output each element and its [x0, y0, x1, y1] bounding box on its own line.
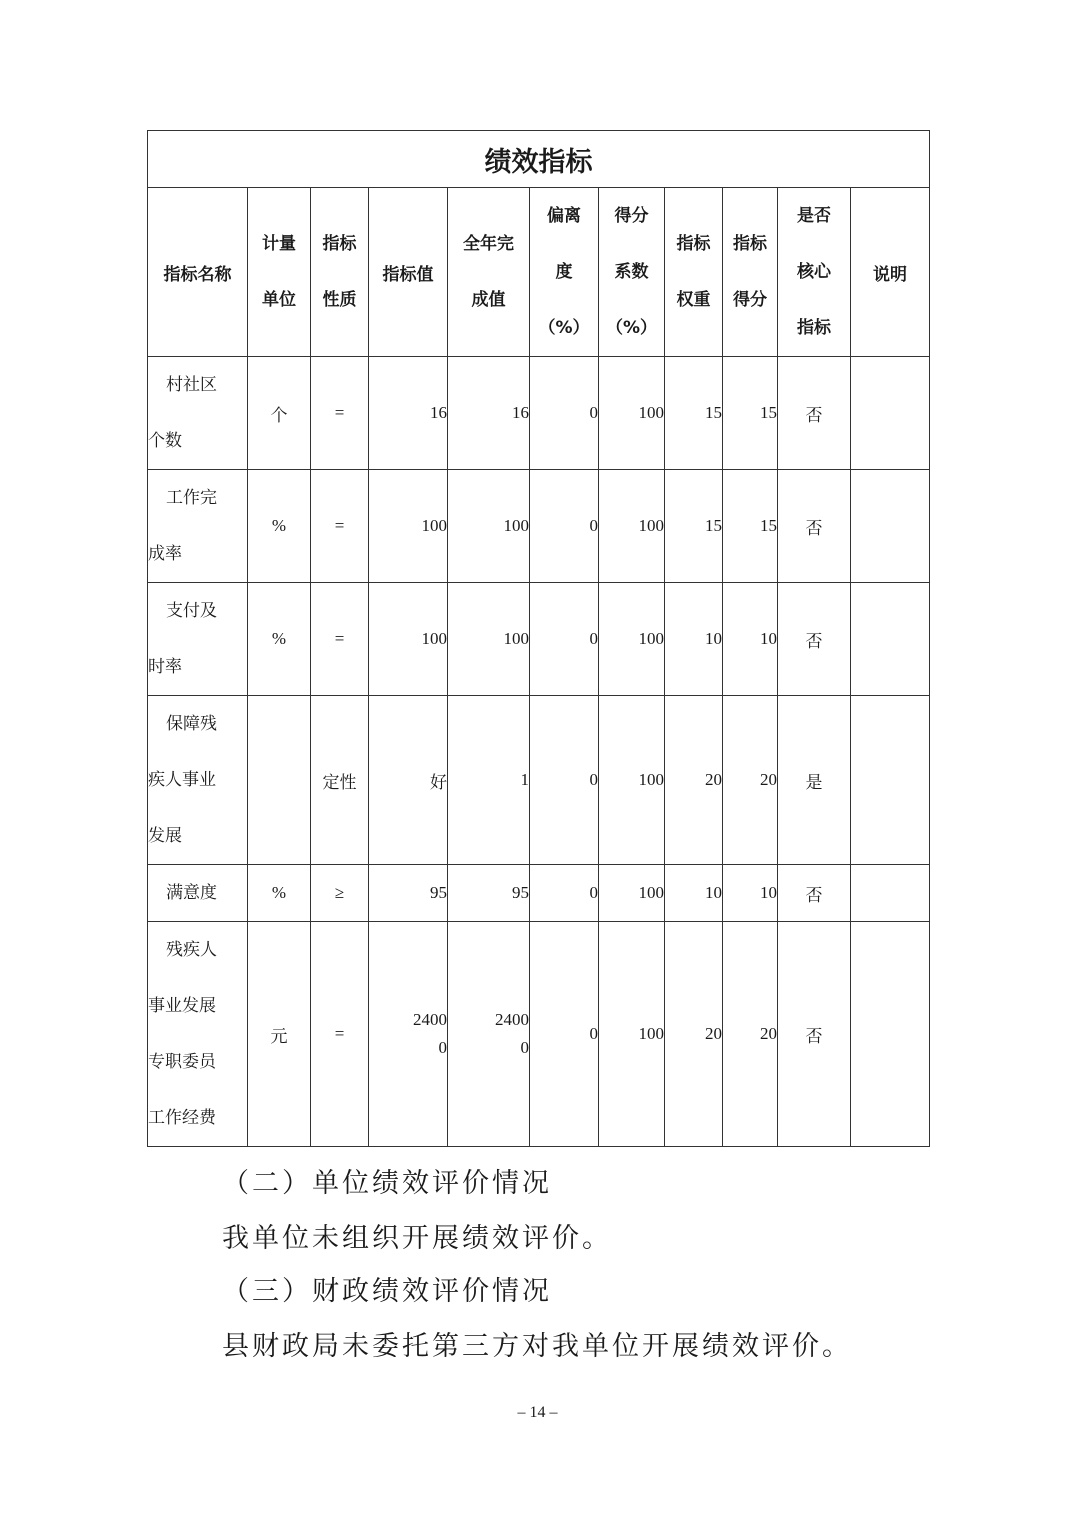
table-row [148, 922, 930, 1147]
header-core: 是否 核心 指标 [778, 188, 851, 357]
weight-cell: 20 [665, 696, 723, 865]
header-note: 说明 [851, 188, 930, 357]
coef-cell: 100 [599, 357, 665, 470]
note-cell [851, 696, 930, 865]
target-cell: 95 [369, 865, 448, 922]
target-cell: 好 [369, 696, 448, 865]
deviation-cell: 0 [530, 357, 599, 470]
nature-cell: = [311, 470, 369, 583]
coef-cell: 100 [599, 583, 665, 696]
deviation-cell: 0 [530, 696, 599, 865]
weight-cell: 10 [665, 865, 723, 922]
nature-cell: = [311, 583, 369, 696]
core-cell: 否 [778, 583, 851, 696]
indicator-name: 满意度 [148, 865, 248, 922]
deviation-cell: 0 [530, 470, 599, 583]
note-cell [851, 470, 930, 583]
deviation-cell: 0 [530, 865, 599, 922]
indicator-name: 支付及 时率 [148, 583, 248, 696]
section-3-text: 县财政局未委托第三方对我单位开展绩效评价。 [222, 1331, 852, 1362]
unit-cell: % [248, 583, 311, 696]
actual-cell: 16 [448, 357, 530, 470]
nature-cell: 定性 [311, 696, 369, 865]
header-nature: 指标 性质 [311, 188, 369, 357]
nature-cell: ≥ [311, 865, 369, 922]
deviation-cell: 0 [530, 922, 599, 1147]
table-row [148, 583, 930, 696]
core-cell: 是 [778, 696, 851, 865]
core-cell: 否 [778, 865, 851, 922]
target-cell: 100 [369, 583, 448, 696]
score-cell: 20 [723, 922, 778, 1147]
header-name: 指标名称 [148, 188, 248, 357]
unit-cell: % [248, 470, 311, 583]
target-cell: 100 [369, 470, 448, 583]
unit-cell: 元 [248, 922, 311, 1147]
score-cell: 20 [723, 696, 778, 865]
header-deviation: 偏离 度 （%） [530, 188, 599, 357]
nature-cell: = [311, 357, 369, 470]
section-2-text: 我单位未组织开展绩效评价。 [222, 1223, 612, 1254]
indicator-name: 工作完 成率 [148, 470, 248, 583]
header-coef: 得分 系数 （%） [599, 188, 665, 357]
unit-cell [248, 696, 311, 865]
actual-cell: 95 [448, 865, 530, 922]
note-cell [851, 583, 930, 696]
target-cell: 16 [369, 357, 448, 470]
score-cell: 15 [723, 357, 778, 470]
core-cell: 否 [778, 470, 851, 583]
score-cell: 15 [723, 470, 778, 583]
actual-cell: 1 [448, 696, 530, 865]
header-unit: 计量 单位 [248, 188, 311, 357]
actual-cell: 2400 0 [448, 922, 530, 1147]
weight-cell: 15 [665, 470, 723, 583]
section-2-heading: （二）单位绩效评价情况 [222, 1168, 552, 1199]
table-row [148, 357, 930, 470]
core-cell: 否 [778, 922, 851, 1147]
unit-cell: % [248, 865, 311, 922]
header-score: 指标 得分 [723, 188, 778, 357]
header-weight: 指标 权重 [665, 188, 723, 357]
weight-cell: 20 [665, 922, 723, 1147]
score-cell: 10 [723, 865, 778, 922]
header-actual: 全年完 成值 [448, 188, 530, 357]
actual-cell: 100 [448, 583, 530, 696]
actual-cell: 100 [448, 470, 530, 583]
table-row [148, 470, 930, 583]
core-cell: 否 [778, 357, 851, 470]
page-number: – 14 – [517, 1404, 558, 1421]
table-title: 绩效指标 [148, 131, 930, 188]
coef-cell: 100 [599, 470, 665, 583]
indicator-name: 残疾人 事业发展 专职委员 工作经费 [148, 922, 248, 1147]
header-row [148, 188, 930, 357]
note-cell [851, 357, 930, 470]
nature-cell: = [311, 922, 369, 1147]
unit-cell: 个 [248, 357, 311, 470]
table-row [148, 865, 930, 922]
table-row [148, 696, 930, 865]
note-cell [851, 922, 930, 1147]
weight-cell: 10 [665, 583, 723, 696]
coef-cell: 100 [599, 865, 665, 922]
section-3-heading: （三）财政绩效评价情况 [222, 1276, 552, 1307]
indicator-name: 村社区 个数 [148, 357, 248, 470]
coef-cell: 100 [599, 922, 665, 1147]
performance-indicator-table [147, 130, 930, 1147]
indicator-name: 保障残 疾人事业 发展 [148, 696, 248, 865]
note-cell [851, 865, 930, 922]
weight-cell: 15 [665, 357, 723, 470]
score-cell: 10 [723, 583, 778, 696]
target-cell: 2400 0 [369, 922, 448, 1147]
coef-cell: 100 [599, 696, 665, 865]
deviation-cell: 0 [530, 583, 599, 696]
header-target: 指标值 [369, 188, 448, 357]
